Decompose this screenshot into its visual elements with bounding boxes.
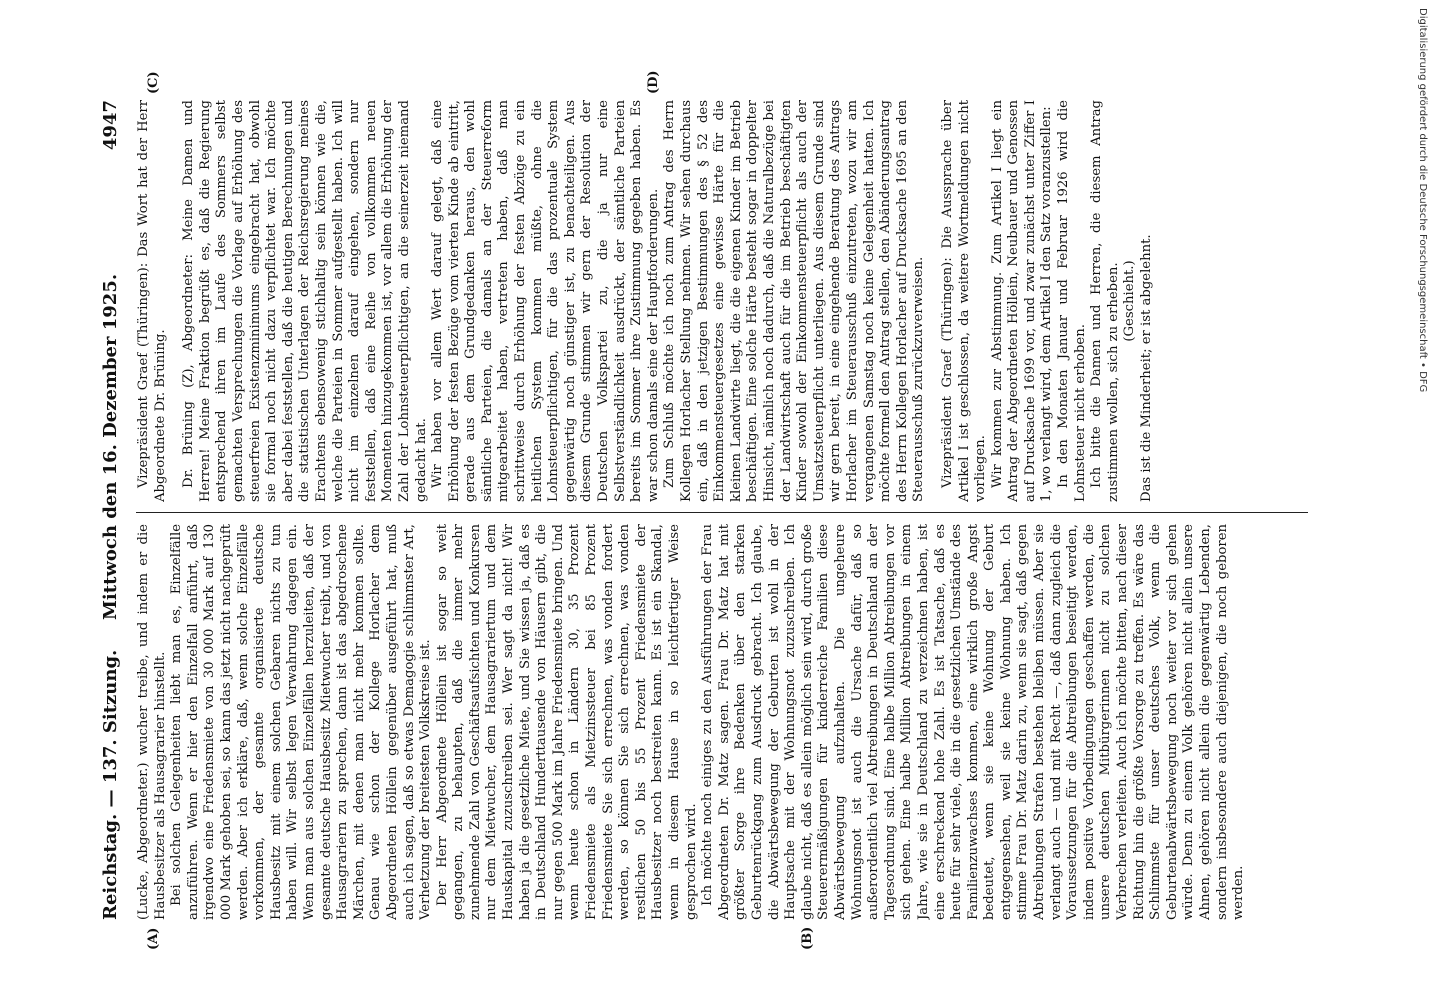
margin-label-c: (C): [146, 71, 161, 94]
reichstag-page: [100, 70, 1320, 950]
paragraph: (Lucke, Abgeordneter.) wucher treibe, und indem er die Hausbesitzer als Hausagrarier hinstellt.: [136, 524, 168, 920]
header-session: Reichstag. — 137. Sitzung.: [100, 649, 121, 920]
header-date: Mittwoch den 16. Dezember 1925.: [100, 273, 121, 620]
margin-label-d: (D): [646, 70, 661, 94]
paragraph: Wir haben vor allem Wert darauf gelegt, daß eine Erhöhung der festen Bezüge vom vierten Kinde ab eintritt, gerade aus dem Grundgedanken heraus, den wohl sämtliche Parteien, die damals an der Steuerreform mitgearbeitet haben, vertreten haben, daß man schrittweise durch Erhöhung der festen Abzüge zu ein heitlichen System kommen müßte, ohne die Lohnsteuerpflichtigen, für die das prozentuale System gegenwärtig noch günstiger ist, zu benachteiligen. Aus diesem Grunde stimmen wir gern der Resolution der Deutschen Volkspartei zu, die ja nur eine Selbstverständlichkeit ausdrückt, der sämtliche Parteien bereits im Sommer ihre Zustimmung gegeben haben. Es war schon damals eine der Hauptforderungen.: [430, 100, 661, 502]
paragraph: Vizepräsident Graef (Thüringen): Das Wort hat der Herr Abgeordnete Dr. Brüning.: [136, 100, 168, 502]
column-divider: [136, 512, 1308, 513]
paragraph: Dr. Brüning (Z), Abgeordneter: Meine Damen und Herren! Meine Fraktion begrüßt es, daß die Regierung entsprechend ihren im Laufe des Sommers selbst gemachten Versprechungen die Vorlage auf Erhöhung des steuerfreien Existenzminimums eingebracht hat, obwohl sie formal noch nicht dazu verpflichtet war. Ich möchte aber dabei feststellen, daß die heutigen Berechnungen und die statistischen Unterlagen der Reichsregierung meines Erachtens ebensowenig stichhaltig sein können wie die, welche die Parteien in Sommer aufgestellt haben. Ich will nicht im einzelnen darauf eingehen, sondern nur feststellen, daß eine Reihe von vollkommen neuen Momenten hinzugekommen ist, vor allem die Erhöhung der Zahl der Lohnsteuerpflichtigen, an die seinerzeit niemand gedacht hat.: [181, 100, 429, 502]
page-header: [100, 100, 128, 920]
paragraph: Ich möchte noch einiges zu den Ausführungen der Frau Abgeordneten Dr. Matz sagen. Frau Dr. Matz hat mit größter Sorge ihre Bedenken über den starken Geburtenrückgang zum Ausdruck gebracht. Ich glaube, die Abwärtsbewegung der Geburten ist wohl in der Hauptsache mit der Wohnungsnot zuzuschreiben. Ich glaube nicht, daß es allein möglich sein wird, durch große Steuerermäßigungen für kinderreiche Familien diese Abwärtsbewegung aufzuhalten. Die ungeheure Wohnungsnot ist auch die Ursache dafür, daß so außerordentlich viel Abtreibungen in Deutschland an der Tagesordnung sind. Eine halbe Million Abtreibungen vor sich gehen. Eine halbe Million Abtreibungen in einem Jahre, wie sie in Deutschland zu verzeichnen haben, ist eine erschreckend hohe Zahl. Es ist Tatsache, daß es heute für sehr viele, die in die gesetzlichen Umstände des Familienzuwachses kommen, eine wirklich große Angst bedeutet, wenn sie keine Wohnung der Geburt entgegensehen, weil sie keine Wohnung haben. Ich stimme Frau Dr. Matz darin zu, wenn sie sagt, daß gegen Abtreibungen Strafen bestehen bleiben müssen. Aber sie verlangt auch — und mit Recht —, daß dann zugleich die Voraussetzungen für die Abtreibungen beseitigt werden, indem positive Vorbedingungen geschaffen werden, die unsere deutschen Mitbürgerinnen nicht zu solchen Verbrechen verleiten. Auch ich möchte bitten, nach dieser Richtung hin die größte Vorsorge zu treffen. Es wäre das Schlimmste für unser deutsches Volk, wenn die Geburtenabwärtsbewegung noch weiter vor sich gehen würde. Denn zu einem Volk gehören nicht allein unsere Ahnen, gehören nicht allein die gegenwärtig Lebenden, sondern insbesondere auch diejenigen, die noch geboren werden.: [700, 524, 1247, 920]
quoted-text: In den Monaten Januar und Februar 1926 wird die Lohnsteuer nicht erhoben.: [1056, 100, 1088, 502]
paragraph: Das ist die Minderheit; er ist abgelehnt.: [1139, 234, 1155, 502]
paragraph: Ich bitte die Damen und Herren, die diesem Antrag zustimmen wollen, sich zu erheben.: [1089, 100, 1121, 502]
paragraph: Zum Schluß möchte ich noch zum Antrag des Herrn Kollegen Horlacher Stellung nehmen. Wir sehen durchaus ein, daß in den jetzigen Bestimmungen des § 52 des Einkommensteuergesetzes eine gewisse Härte für die kleinen Landwirte liegt, die die eigenen Kinder im Betrieb beschäftigen. Eine solche Härte besteht sogar in doppelter Hinsicht, nämlich noch dadurch, daß die Naturalbezüge bei der Landwirtschaft auch für die im Betrieb beschäftigten Kinder sowohl der Einkommensteuerpflicht als auch der Umsatzsteuerpflicht unterliegen. Aus diesem Grunde sind wir gern bereit, in eine eingehende Beratung des Antrags Horlacher im Steuerausschuß einzutreten, wozu wir am vergangenen Samstag noch keine Gelegenheit hatten. Ich möchte formell den Antrag stellen, den Abänderungsantrag des Herrn Kollegen Horlacher auf Drucksache 1695 an den Steuerausschuß zurückzuverweisen.: [662, 100, 927, 502]
margin-label-a: (A): [146, 927, 161, 950]
left-column: [136, 524, 1310, 920]
paragraph: Bei solchen Gelegenheiten liebt man es, Einzelfälle anzuführen. Wenn er hier den Einzelfall anführt, daß irgendwo eine Friedensmiete von 30 000 Mark auf 130 000 Mark gehoben sei, so kann das jetzt nicht nachgeprüft werden. Aber ich erkläre, daß, wenn solche Einzelfälle vorkommen, der gesamte organisierte deutsche Hausbesitz mit einem solchen Gebaren nichts zu tun haben will. Wir selbst legen Verwahrung dagegen ein. Wenn man aus solchen Einzelfällen herzuleiten, daß der gesamte deutsche Hausbesitz Mietwucher treibt, und von Hausagrariern zu sprechen, dann ist das abgedroschene Märchen, mit denen man nicht mehr kommen sollte. Genau wie schon der Kollege Horlacher dem Abgeordneten Höllein gegenüber ausgeführt hat, muß auch ich sagen, daß so etwas Demagogie schlimmster Art, Verhetzung der breitesten Volkskreise ist.: [169, 524, 434, 920]
margin-label-b: (B): [800, 926, 815, 950]
paragraph: Vizepräsident Graef (Thüringen): Die Aussprache über Artikel I ist geschlossen, da weitere Wortmeldungen nicht vorliegen.: [939, 100, 989, 502]
right-column: [136, 100, 1310, 502]
dfg-side-note: [1412, 8, 1430, 728]
page-number: 4947: [100, 100, 121, 151]
stage-direction: (Geschieht.): [1122, 260, 1138, 342]
paragraph: Der Herr Abgeordnete Höllein ist sogar so weit gegangen, zu behaupten, daß die immer mehr zunehmende Zahl von Geschäftsaufsichten und Konkursen nur dem Mietwucher, dem Hausagrariertum und dem Hauskapital zuzuschreiben sei. Wer sagt da nicht! Wir haben ja die gesetzliche Miete, und Sie wissen ja, daß es in Deutschland Hunderttausende von Häusern gibt, die nur gegen 500 Mark im Jahre Friedensmiete bringen. Und wenn heute schon in Ländern 30, 35 Prozent Friedensmiete als Mietzinssteuer bei 85 Prozent Friedensmiete Sie sich errechnen, was vonden fordert werden, so können Sie sich errechnen, was vonden restlichen 50 bis 55 Prozent Friedensmiete der Hausbesitzer noch bestreiten kann. Es ist ein Skandal, wenn in diesem Hause in so leichtfertiger Weise gesprochen wird.: [434, 524, 699, 920]
paragraph: Wir kommen zur Abstimmung. Zum Artikel I liegt ein Antrag der Abgeordneten Höllein, Neubauer und Genossen auf Drucksache 1699 vor, und zwar zunächst unter Ziffer I 1, wo verlangt wird, dem Artikel I den Satz voranzustellen:: [989, 100, 1055, 502]
dfg-note-text: Digitalisierung gefördert durch die Deutsche Forschungsgemeinschaft • DFG: [1417, 8, 1428, 393]
